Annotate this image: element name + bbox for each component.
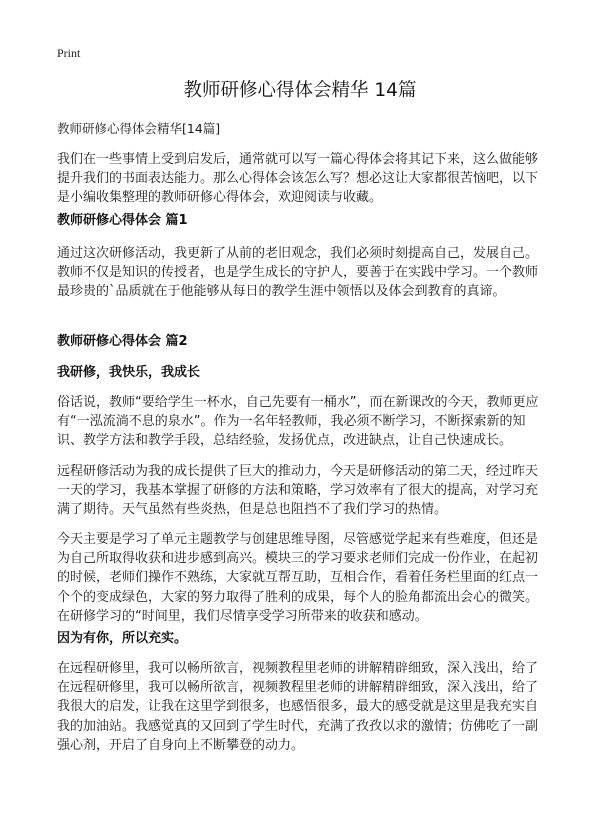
print-link[interactable]: Print bbox=[57, 46, 81, 60]
section1-paragraph: 通过这次研修活动，我更新了从前的老旧观念，我们必须时刻提高自己，发展自己。教师不仅是知识的传授者，也是学生成长的守护人，要善于在实践中学习。一个教师最珍贵的`品质就在于他能够从每日的教学生涯中领悟以及体会到教育的真谛。 bbox=[57, 246, 539, 300]
document-subtitle: 教师研修心得体会精华[14篇] bbox=[57, 121, 221, 136]
section2-paragraph-3: 今天主要是学习了单元主题教学与创建思维导图，尽管感觉学起来有些难度，但还是为自己所取得收获和进步感到高兴。模块三的学习要求老师们完成一份作业，在起初的时候，老师们操作不熟练，大家就互帮互助，互相合作，看着任务栏里面的红点一个个的变成绿色，大家的努力取得了胜利的成果，每个人的脸角都流出会心的微笑。在研修学习的“时间里，我们尽情享受学习所带来的收获和感动。 bbox=[57, 532, 539, 624]
intro-paragraph: 我们在一些事情上受到启发后，通常就可以写一篇心得体会将其记下来，这么做能够提升我们的书面表达能力。那么心得体会该怎么写？想必这让大家都很苦恼吧，以下是小编收集整理的教师研修心得体会，欢迎阅读与收藏。 bbox=[57, 152, 539, 206]
section2-paragraph-4: 在远程研修里，我可以畅所欲言，视频教程里老师的讲解精辟细致，深入浅出，给了在远程研修里，我可以畅所欲言，视频教程里老师的讲解精辟细致，深入浅出，给了我很大的启发，让我在这里学到很多，也感悟很多，最大的感受就是这里是我充实自我的加油站。我感觉真的又回到了学生时代，充满了孜孜以求的激情；仿佛吃了一副强心剂，开启了自身向上不断攀登的动力。 bbox=[57, 661, 539, 753]
section1-heading: 教师研修心得体会 篇1 bbox=[57, 213, 188, 228]
section2-subheading-1: 我研修，我快乐，我成长 bbox=[57, 365, 201, 380]
section2-heading: 教师研修心得体会 篇2 bbox=[57, 334, 188, 349]
page-title: 教师研修心得体会精华 14篇 bbox=[183, 80, 417, 101]
section2-paragraph-2: 远程研修活动为我的成长提供了巨大的推动力，今天是研修活动的第二天，经过昨天一天的学习，我基本掌握了研修的方法和策略，学习效率有了很大的提高，对学习充满了期待。天气虽然有些炎热，但是总也阻挡不了我们学习的热情。 bbox=[57, 464, 539, 518]
section2-subheading-2: 因为有你，所以充实。 bbox=[57, 631, 188, 646]
section2-paragraph-1: 俗话说，教师“要给学生一杯水，自己先要有一桶水”，而在新课改的今天，教师更应有“一泓流淌不息的泉水”。作为一名年轻教师，我必须不断学习，不断探索新的知识、教学方法和教学手段，总结经验，发扬优点，改进缺点，让自己快速成长。 bbox=[57, 395, 539, 449]
